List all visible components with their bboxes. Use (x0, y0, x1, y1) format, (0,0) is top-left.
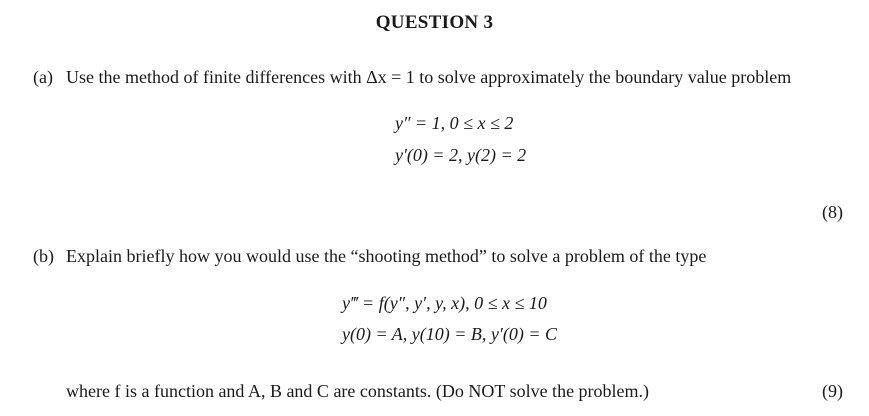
part-a-text: Use the method of finite differences with Δx = 1 to solve approximately the boundary value problem (66, 67, 792, 87)
part-b-label: (b) (33, 246, 54, 266)
question-title: QUESTION 3 (375, 12, 494, 33)
part-b-note: where f is a function and A, B and C are constants. (Do NOT solve the problem.) (66, 381, 650, 401)
part-a-marks: (8) (822, 202, 843, 222)
part-a-equation-2: y′(0) = 2, y(2) = 2 (395, 145, 527, 165)
part-b-text: Explain briefly how you would use the “shooting method” to solve a problem of the type (66, 246, 707, 266)
part-b-equation-2: y(0) = A, y(10) = B, y′(0) = C (342, 324, 557, 344)
part-b-marks: (9) (822, 381, 843, 401)
part-b-equation-1: y‴ = f(y″, y′, y, x), 0 ≤ x ≤ 10 (342, 293, 547, 313)
part-a-equation-1: y″ = 1, 0 ≤ x ≤ 2 (395, 113, 514, 133)
part-a-label: (a) (33, 67, 53, 87)
